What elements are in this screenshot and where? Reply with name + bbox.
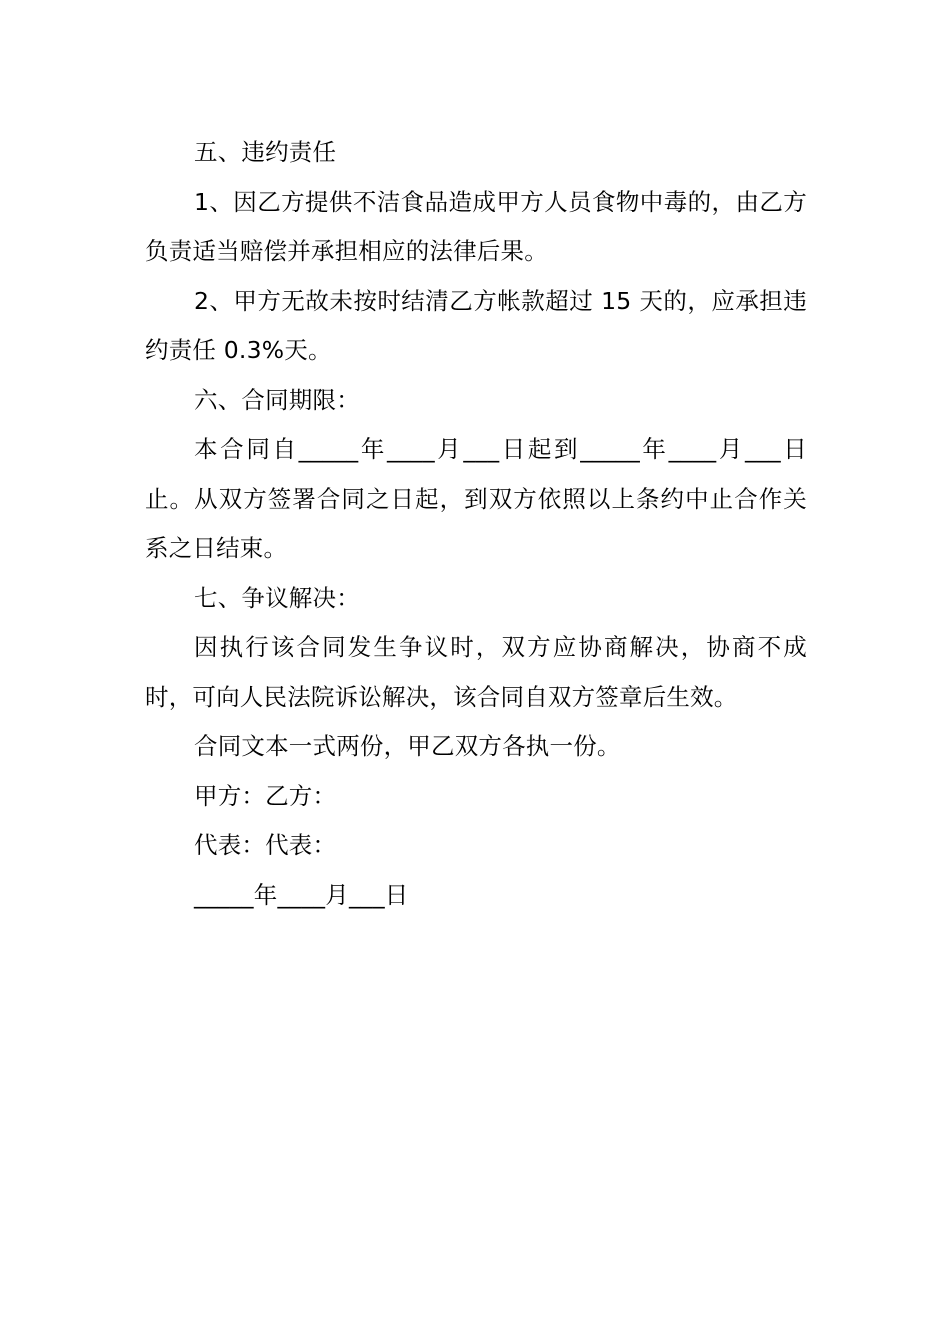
clause-copies: 合同文本一式两份，甲乙双方各执一份。 [194, 732, 621, 760]
clause-late-payment: 2、甲方无故未按时结清乙方帐款超过 15 天的，应承担违约责任 0.3%天。 [145, 286, 807, 364]
signature-representatives: 代表：代表： [194, 831, 337, 859]
section-heading-dispute-resolution: 七、争议解决： [194, 583, 360, 612]
section-heading-breach-liability: 五、违约责任 [194, 138, 337, 166]
section-heading-contract-term: 六、合同期限： [194, 385, 360, 414]
clause-dispute-resolution: 因执行该合同发生争议时，双方应协商解决，协商不成时，可向人民法院诉讼解决，该合同自双方签章后生效。 [145, 633, 807, 711]
signature-parties: 甲方：乙方： [194, 781, 337, 810]
signature-date: _____年____月___日 [194, 880, 409, 909]
document-body [145, 128, 807, 920]
clause-contract-term: 本合同自_____年____月___日起到_____年____月___日止。从双方签署合同之日起，到双方依照以上条约中止合作关系之日结束。 [145, 435, 807, 562]
clause-food-poisoning: 1、因乙方提供不洁食品造成甲方人员食物中毒的，由乙方负责适当赔偿并承担相应的法律后果。 [145, 187, 807, 265]
